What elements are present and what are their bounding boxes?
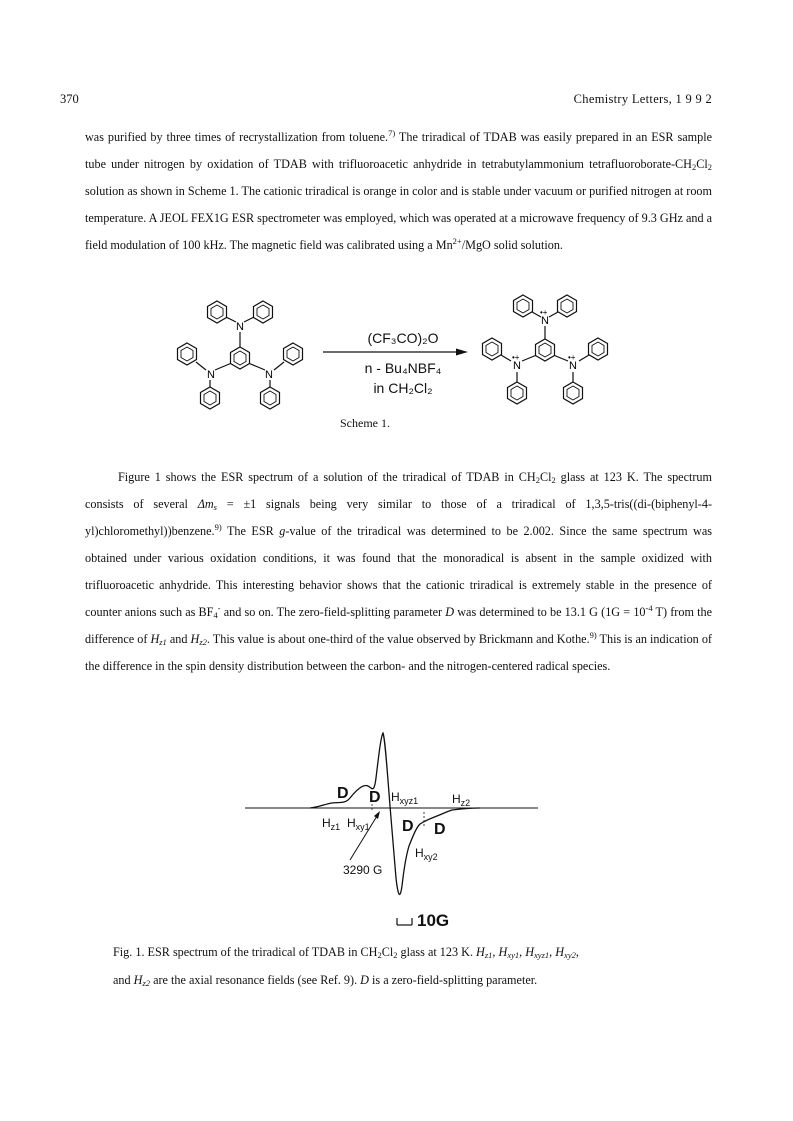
subscript: 2 xyxy=(393,950,398,960)
field-pointer-arrowhead xyxy=(374,811,380,819)
italic-symbol: D xyxy=(360,973,369,987)
text-run: is a zero-field-splitting parameter. xyxy=(368,973,538,987)
subscript-z2: z2 xyxy=(460,798,471,808)
label-h-xy2 xyxy=(415,846,438,862)
subscript: 2 xyxy=(707,162,712,172)
italic-symbol: D xyxy=(445,605,455,619)
scheme-caption: Scheme 1. xyxy=(340,416,390,430)
italic-symbol: H xyxy=(555,945,565,959)
atom-n: N xyxy=(236,321,244,333)
phenyl-ring xyxy=(589,338,608,360)
triradical-molecule xyxy=(483,295,608,404)
text-run: was purified by three times of recrystallization from toluene. xyxy=(85,130,389,144)
bond xyxy=(549,312,558,317)
bond xyxy=(215,364,231,371)
h-symbol: H xyxy=(322,816,331,830)
phenyl-ring xyxy=(564,382,583,404)
text-run: The triradical of TDAB was easily prepared in an ESR sample tube under nitrogen by oxidation of TDAB with trifluoroacetic anhydride in tetrabutylammonium tetrafluoroborate-CH xyxy=(85,130,712,171)
subscript: 2 xyxy=(535,475,540,485)
text-run: = ±1 signals being very similar to those of a triradical of 1,3,5-tris((di-(biphenyl-4-yl)chloromethyl))benzene. xyxy=(85,497,713,538)
reference-9: 9) xyxy=(589,630,597,640)
scheme-structures xyxy=(170,290,630,415)
phenyl-ring xyxy=(261,387,280,409)
phenyl-ring xyxy=(254,301,273,323)
phenyl-ring xyxy=(508,382,527,404)
bond xyxy=(226,317,236,322)
radical-cation-mark: •+ xyxy=(568,353,576,362)
running-head: Chemistry Letters, 1 9 9 2 xyxy=(573,92,712,106)
italic-subscript: z1 xyxy=(159,637,167,647)
paragraph-1 xyxy=(85,124,712,259)
atom-n-radical: N xyxy=(541,315,549,327)
bond xyxy=(501,355,511,361)
text-run: and xyxy=(166,632,191,646)
italic-subscript: xy1 xyxy=(507,950,520,960)
label-d-inner-right: D xyxy=(402,818,414,835)
italic-symbol: H xyxy=(476,945,485,959)
subscript: 2 xyxy=(551,475,556,485)
central-benzene-ring xyxy=(231,347,250,369)
text-run: solution as shown in Scheme 1. The cationic triradical is orange in color and is stable under vacuum or purified nitrogen at room temperature. A JEOL FEX1G ESR spectrometer was employed, which was operated at a microwave frequency of 9.3 GHz and a field modulation of 100 kHz. The magnetic field was calibrated using a Mn xyxy=(85,184,712,252)
italic-subscript: s xyxy=(213,502,217,512)
caption-line-1 xyxy=(113,938,713,966)
text-run: Figure 1 shows the ESR spectrum of a solution of the triradical of TDAB in CH xyxy=(118,470,536,484)
atom-n: N xyxy=(265,369,273,381)
subscript: 2 xyxy=(377,950,382,960)
label-h-xy1 xyxy=(347,816,370,832)
text-run: Cl xyxy=(381,945,394,959)
text-run: This is an indication of the difference in the spin density distribution between the carbon- and the nitrogen-centered radical species. xyxy=(85,632,712,673)
text-run: . This value is about one-third of the value observed by Brickmann and Kothe. xyxy=(206,632,590,646)
scheme-1 xyxy=(170,290,630,415)
atom-n: N xyxy=(207,369,215,381)
text-run: , xyxy=(549,945,556,959)
label-h-z1 xyxy=(322,816,341,832)
italic-symbol: H xyxy=(150,632,160,646)
text-run: glass at 123 K. The spectrum consists of several xyxy=(85,470,713,511)
italic-subscript: xy2 xyxy=(564,950,576,960)
text-run: /MgO solid solution. xyxy=(461,238,563,252)
text-run: Fig. 1. ESR spectrum of the triradical of TDAB in CH xyxy=(113,945,378,959)
bond xyxy=(196,362,206,370)
paragraph-2 xyxy=(85,464,712,680)
subscript-xy1: xy1 xyxy=(355,822,370,832)
phenyl-ring xyxy=(483,338,502,360)
bond xyxy=(522,356,536,362)
label-d-left: D xyxy=(337,785,349,802)
h-symbol: H xyxy=(391,790,400,804)
atom-n-radical: N xyxy=(513,360,521,372)
radical-cation-mark: •+ xyxy=(512,353,520,362)
figure-1-caption xyxy=(113,938,713,994)
bond xyxy=(244,317,254,322)
phenyl-ring xyxy=(558,295,577,317)
reagent-electrolyte: n - Bu₄NBF₄ xyxy=(364,360,442,376)
italic-symbol: Δm xyxy=(197,497,214,511)
italic-subscript: xyz1 xyxy=(534,950,550,960)
atom-n-radical: N xyxy=(569,360,577,372)
italic-symbol: H xyxy=(525,945,535,959)
label-d-inner-left: D xyxy=(369,789,381,806)
phenyl-ring xyxy=(514,295,533,317)
phenyl-ring xyxy=(178,343,197,365)
bond xyxy=(250,364,266,371)
reference-7: 7) xyxy=(388,128,396,138)
text-run: , xyxy=(492,945,499,959)
spectrum-trace xyxy=(310,733,480,894)
phenyl-ring xyxy=(208,301,227,323)
scale-label: 10G xyxy=(417,911,450,930)
page-header xyxy=(60,92,712,108)
page-number: 370 xyxy=(60,92,79,106)
superscript: -4 xyxy=(645,603,653,613)
tdab-molecule xyxy=(178,301,303,409)
label-d-right: D xyxy=(434,821,446,838)
text-run: , xyxy=(575,945,579,959)
subscript: 2 xyxy=(691,162,697,172)
text-run: -value of the triradical was determined to be 2.002. Since the same spectrum was obtained under various oxidation conditions, it was found that the monoradical is absent in the sample oxidized with trifluoroacetic anhydride. This interesting behavior shows that the cationic triradical is extremely stable in the presence of counter anions such as BF xyxy=(85,524,712,619)
bond xyxy=(274,362,284,370)
label-field-3290g: 3290 G xyxy=(343,863,383,877)
paragraph-2-text xyxy=(85,464,712,680)
reagent-anhydride: (CF₃CO)₂O xyxy=(367,330,439,346)
esr-spectrum-plot xyxy=(240,728,540,928)
italic-subscript: z2 xyxy=(142,978,151,988)
italic-symbol: H xyxy=(190,632,200,646)
text-run: Cl xyxy=(539,470,552,484)
h-symbol: H xyxy=(452,792,461,806)
phenyl-ring xyxy=(284,343,303,365)
reference-9: 9) xyxy=(214,522,222,532)
text-run: Cl xyxy=(696,157,708,171)
text-run: was determined to be 13.1 G (1G = 10 xyxy=(454,605,646,619)
italic-subscript: z2 xyxy=(199,637,207,647)
text-run: and so on. The zero-field-splitting parameter xyxy=(220,605,446,619)
superscript: 2+ xyxy=(452,236,462,246)
caption-line-2 xyxy=(113,966,713,994)
subscript-xyz1: xyz1 xyxy=(399,796,419,806)
label-h-z2 xyxy=(452,792,471,808)
italic-symbol: g xyxy=(279,524,286,538)
text-run: T) from the difference of xyxy=(85,605,712,646)
radical-cation-mark: •+ xyxy=(540,308,548,317)
bond xyxy=(555,356,569,362)
italic-symbol: H xyxy=(133,973,143,987)
phenyl-ring xyxy=(201,387,220,409)
text-run: The ESR xyxy=(221,524,280,538)
subscript-z1: z1 xyxy=(330,822,341,832)
subscript-xy2: xy2 xyxy=(423,852,438,862)
italic-symbol: H xyxy=(498,945,508,959)
esr-spectrum-figure xyxy=(240,728,540,928)
arrow-head xyxy=(456,349,468,356)
central-benzene-ring xyxy=(536,339,555,361)
italic-subscript: z1 xyxy=(484,950,493,960)
superscript: - xyxy=(217,603,221,613)
h-symbol: H xyxy=(347,816,356,830)
text-run: and xyxy=(113,973,134,987)
text-run: are the axial resonance fields (see Ref. 9). xyxy=(150,973,361,987)
h-symbol: H xyxy=(415,846,424,860)
text-run: glass at 123 K. xyxy=(397,945,477,959)
paragraph-1-text xyxy=(85,124,712,259)
reagent-solvent: in CH₂Cl₂ xyxy=(373,380,433,396)
label-h-xyz1 xyxy=(391,790,419,806)
subscript: 4 xyxy=(213,610,218,620)
bond xyxy=(579,355,589,361)
text-run: , xyxy=(519,945,526,959)
